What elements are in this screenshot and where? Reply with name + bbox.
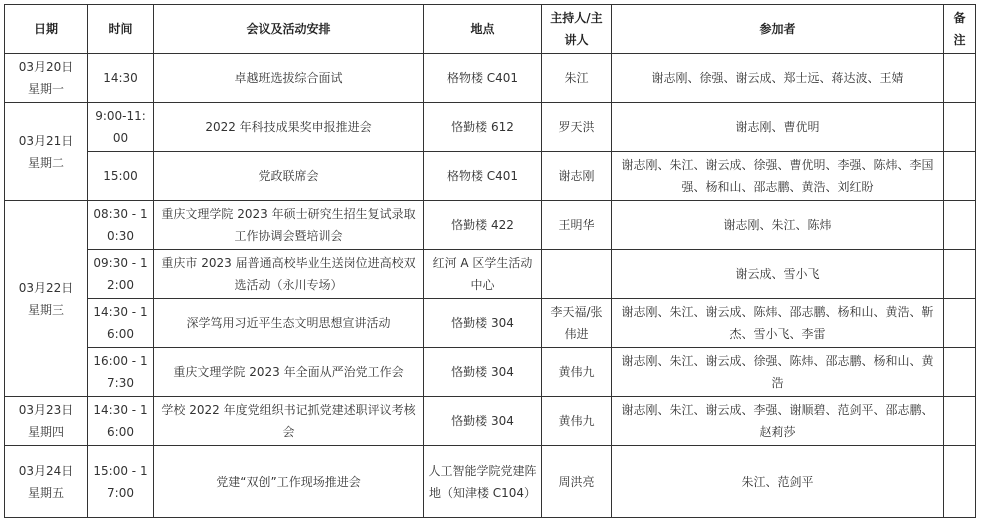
place-cell: 恪勤楼 304	[424, 397, 542, 446]
place-cell: 恪勤楼 612	[424, 103, 542, 152]
table-row	[5, 250, 976, 299]
event-cell: 2022 年科技成果奖申报推进会	[154, 103, 424, 152]
header-date: 日期	[5, 5, 88, 54]
host-cell: 谢志刚	[542, 152, 612, 201]
table-header-row	[5, 5, 976, 54]
date-cell	[5, 201, 88, 397]
note-cell	[944, 152, 976, 201]
note-cell	[944, 54, 976, 103]
host-cell	[542, 250, 612, 299]
time-cell: 09:30 - 12:00	[88, 250, 154, 299]
host-cell: 黄伟九	[542, 397, 612, 446]
event-cell: 深学笃用习近平生态文明思想宣讲活动	[154, 299, 424, 348]
header-note: 备注	[944, 5, 976, 54]
place-cell: 人工智能学院党建阵地（知津楼 C104）	[424, 446, 542, 518]
event-cell: 重庆文理学院 2023 年硕士研究生招生复试录取工作协调会暨培训会	[154, 201, 424, 250]
host-cell: 朱江	[542, 54, 612, 103]
place-cell: 格物楼 C401	[424, 152, 542, 201]
event-cell: 重庆市 2023 届普通高校毕业生送岗位进高校双选活动（永川专场）	[154, 250, 424, 299]
date-cell	[5, 54, 88, 103]
time-cell: 9:00-11:00	[88, 103, 154, 152]
time-cell: 14:30 - 16:00	[88, 299, 154, 348]
date-text: 03月23日	[18, 403, 74, 417]
participants-cell: 谢云成、雪小飞	[612, 250, 944, 299]
schedule-table	[4, 4, 976, 518]
note-cell	[944, 103, 976, 152]
host-cell: 王明华	[542, 201, 612, 250]
header-place: 地点	[424, 5, 542, 54]
event-cell: 卓越班选拔综合面试	[154, 54, 424, 103]
note-cell	[944, 299, 976, 348]
host-cell: 李天福/张伟进	[542, 299, 612, 348]
note-cell	[944, 348, 976, 397]
weekday-text: 星期一	[27, 82, 64, 96]
event-cell: 党建“双创”工作现场推进会	[154, 446, 424, 518]
event-cell: 重庆文理学院 2023 年全面从严治党工作会	[154, 348, 424, 397]
time-cell: 14:30	[88, 54, 154, 103]
note-cell	[944, 446, 976, 518]
participants-cell: 谢志刚、朱江、谢云成、徐强、陈炜、邵志鹏、杨和山、黄浩	[612, 348, 944, 397]
place-cell: 恪勤楼 304	[424, 348, 542, 397]
date-cell	[5, 397, 88, 446]
table-row	[5, 299, 976, 348]
participants-cell: 朱江、范剑平	[612, 446, 944, 518]
time-cell: 15:00 - 17:00	[88, 446, 154, 518]
time-cell: 15:00	[88, 152, 154, 201]
host-cell: 罗天洪	[542, 103, 612, 152]
header-host: 主持人/主讲人	[542, 5, 612, 54]
table-row	[5, 348, 976, 397]
date-text: 03月24日	[18, 463, 74, 478]
weekday-text: 星期三	[27, 302, 64, 317]
participants-cell: 谢志刚、朱江、陈炜	[612, 201, 944, 250]
note-cell	[944, 250, 976, 299]
header-event: 会议及活动安排	[154, 5, 424, 54]
note-cell	[944, 201, 976, 250]
date-cell	[5, 103, 88, 201]
participants-cell: 谢志刚、朱江、谢云成、李强、谢顺碧、范剑平、邵志鹏、赵莉莎	[612, 397, 944, 446]
table-row	[5, 446, 976, 518]
table-row	[5, 152, 976, 201]
table-row	[5, 54, 976, 103]
weekday-text: 星期五	[27, 485, 64, 500]
event-cell: 学校 2022 年度党组织书记抓党建述职评议考核会	[154, 397, 424, 446]
event-cell: 党政联席会	[154, 152, 424, 201]
header-participants: 参加者	[612, 5, 944, 54]
table-row	[5, 201, 976, 250]
date-text: 03月22日	[18, 280, 74, 295]
header-time: 时间	[88, 5, 154, 54]
participants-cell: 谢志刚、徐强、谢云成、郑士远、蒋达波、王婧	[612, 54, 944, 103]
table-row	[5, 397, 976, 446]
weekday-text: 星期四	[27, 425, 64, 439]
place-cell: 格物楼 C401	[424, 54, 542, 103]
date-cell	[5, 446, 88, 518]
participants-cell: 谢志刚、朱江、谢云成、陈炜、邵志鹏、杨和山、黄浩、靳杰、雪小飞、李雷	[612, 299, 944, 348]
place-cell: 红河 A 区学生活动中心	[424, 250, 542, 299]
participants-cell: 谢志刚、朱江、谢云成、徐强、曹优明、李强、陈炜、李国强、杨和山、邵志鹏、黄浩、刘红盼	[612, 152, 944, 201]
time-cell: 16:00 - 17:30	[88, 348, 154, 397]
weekday-text: 星期二	[27, 155, 64, 170]
host-cell: 周洪亮	[542, 446, 612, 518]
table-row	[5, 103, 976, 152]
participants-cell: 谢志刚、曹优明	[612, 103, 944, 152]
time-cell: 14:30 - 16:00	[88, 397, 154, 446]
time-cell: 08:30 - 10:30	[88, 201, 154, 250]
place-cell: 恪勤楼 422	[424, 201, 542, 250]
host-cell: 黄伟九	[542, 348, 612, 397]
note-cell	[944, 397, 976, 446]
date-text: 03月20日	[18, 60, 74, 74]
date-text: 03月21日	[18, 133, 74, 148]
place-cell: 恪勤楼 304	[424, 299, 542, 348]
